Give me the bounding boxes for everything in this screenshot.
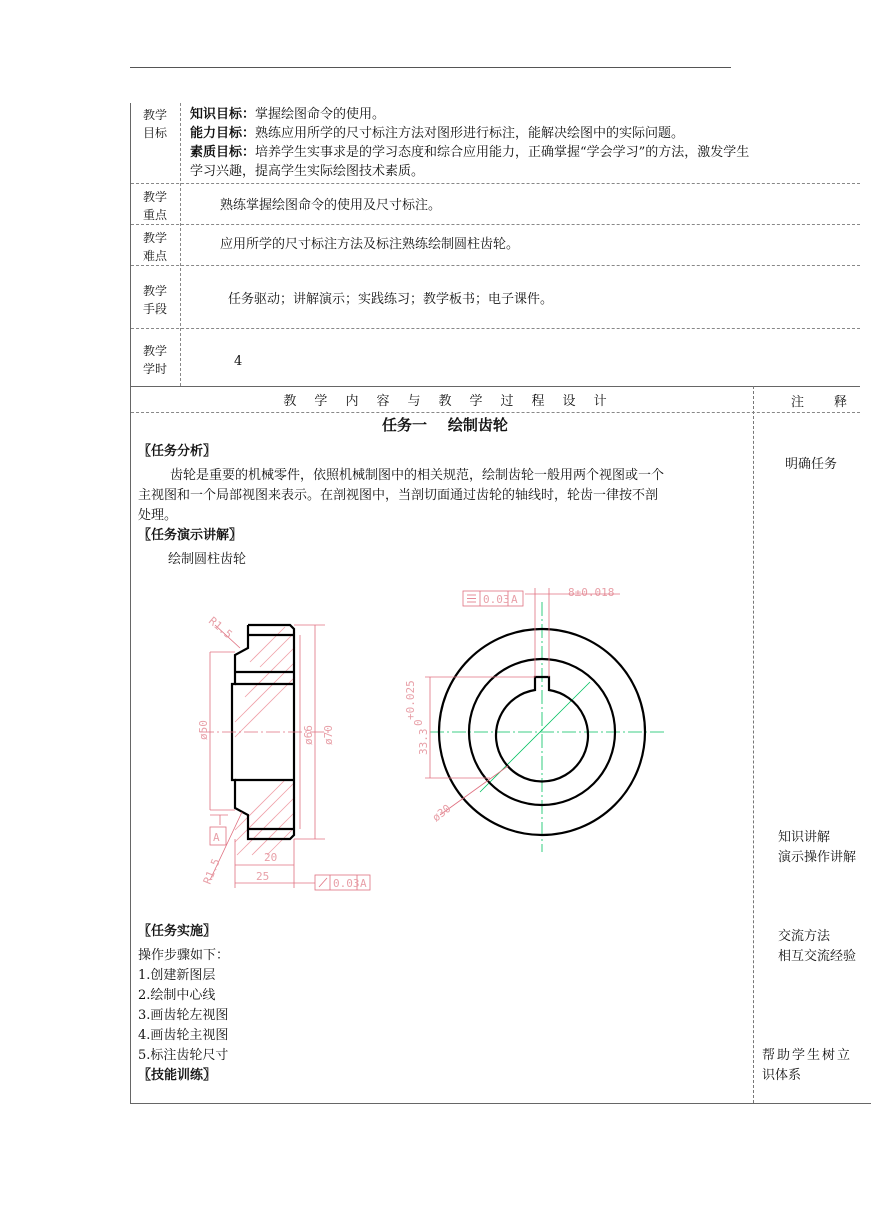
dim-d66: ø66 xyxy=(302,725,315,745)
dim-r15-top: R1.5 xyxy=(206,614,235,642)
dimension-lines xyxy=(200,625,330,888)
dim-d50: ø50 xyxy=(197,720,210,740)
gear-end-view xyxy=(404,586,665,852)
svg-text:0.03: 0.03 xyxy=(483,593,510,606)
note-demo: 演示操作讲解 xyxy=(778,850,857,865)
note-help: 帮助学生树立 xyxy=(762,1048,853,1063)
list-item: 3.画齿轮左视图 xyxy=(138,1008,229,1023)
label-column-divider xyxy=(180,103,181,386)
dim-d30: ø30 xyxy=(429,801,454,825)
notes-header: 注释 xyxy=(791,395,877,410)
ability-key: 能力目标： xyxy=(190,126,256,141)
dim-r15-bottom: R1.5 xyxy=(200,856,223,887)
steps-list xyxy=(138,966,748,1066)
tolerance-frame-bottom xyxy=(315,875,370,890)
demo-subheading: 绘制圆柱齿轮 xyxy=(168,552,247,567)
knowledge-text: 掌握绘图命令的使用。 xyxy=(255,107,386,122)
list-item: 4.画齿轮主视图 xyxy=(138,1028,229,1043)
dim-20: 20 xyxy=(264,851,278,864)
header-rule xyxy=(130,67,731,68)
svg-text:A: A xyxy=(511,593,518,606)
dim-d70: ø70 xyxy=(322,725,335,745)
section-divider xyxy=(131,386,860,387)
hours-text: 4 xyxy=(234,354,243,369)
task-title: 任务一 绘制齿轮 xyxy=(382,416,508,434)
analysis-heading: 〖任务分析〗 xyxy=(138,444,217,459)
center-lines xyxy=(430,602,665,852)
dim-33-3: 33.3 xyxy=(417,728,430,755)
key-points-text: 熟练掌握绘图命令的使用及尺寸标注。 xyxy=(220,198,442,213)
datum-label: A xyxy=(213,831,220,844)
objectives-content xyxy=(190,105,860,181)
demo-heading: 〖任务演示讲解〗 xyxy=(138,528,243,543)
tolerance-frame-top xyxy=(463,591,523,606)
svg-text:A: A xyxy=(360,877,367,890)
quality-key: 素质目标： xyxy=(190,145,256,160)
quality-text-1: 培养学生实事求是的学习态度和综合应用能力，正确掌握“学会学习”的方法，激发学生 xyxy=(255,145,750,160)
label-objectives: 教学 目标 xyxy=(142,108,167,140)
skill-heading: 〖技能训练〗 xyxy=(138,1068,217,1083)
list-item: 1.创建新图层 xyxy=(138,968,216,983)
notes-column-divider xyxy=(753,386,754,1103)
label-key-points: 教学 重点 xyxy=(142,190,167,222)
note-knowledge: 知识讲解 xyxy=(778,830,831,845)
dim-25: 25 xyxy=(256,870,270,883)
row-divider xyxy=(131,265,860,266)
row-divider xyxy=(131,328,860,329)
header-divider xyxy=(131,412,860,413)
row-divider xyxy=(131,183,860,184)
means-text: 任务驱动；讲解演示；实践练习；教学板书；电子课件。 xyxy=(228,292,554,307)
content-header: 教 学 内 容 与 教 学 过 程 设 计 xyxy=(283,394,607,409)
note-clarify: 明确任务 xyxy=(785,457,838,472)
note-exchange: 交流方法 xyxy=(778,929,831,944)
knowledge-key: 知识目标： xyxy=(190,107,256,122)
difficulties-text: 应用所学的尺寸标注方法及标注熟练绘制圆柱齿轮。 xyxy=(220,237,520,252)
note-share: 相互交流经验 xyxy=(778,949,857,964)
dim-33-3-tol0: 0 xyxy=(412,719,425,726)
impl-heading: 〖任务实施〗 xyxy=(138,924,217,939)
note-system: 识体系 xyxy=(762,1068,802,1083)
dim-key-width: 8±0.018 xyxy=(568,586,615,599)
steps-intro: 操作步骤如下： xyxy=(138,948,230,963)
gear-drawing xyxy=(190,580,670,900)
label-difficulties: 教学 难点 xyxy=(142,231,167,263)
ability-text: 熟练应用所学的尺寸标注方法对图形进行标注，能解决绘图中的实际问题。 xyxy=(255,126,685,141)
analysis-text: 齿轮是重要的机械零件，依照机械制图中的相关规范，绘制齿轮一般用两个视图或一个 主视图和一个局部视图来表示。在剖视图中，当剖切面通过齿轮的轴线时，轮齿一律按不剖 处理。 xyxy=(138,468,665,523)
dim-33-3-tol: +0.025 xyxy=(404,680,417,720)
hatching xyxy=(235,627,295,855)
list-item: 5.标注齿轮尺寸 xyxy=(138,1048,229,1063)
row-divider xyxy=(131,224,860,225)
svg-text:0.03: 0.03 xyxy=(333,877,360,890)
quality-text-2: 学习兴趣，提高学生实际绘图技术素质。 xyxy=(190,164,425,179)
list-item: 2.绘制中心线 xyxy=(138,988,216,1003)
label-hours: 教学 学时 xyxy=(142,344,167,376)
label-means: 教学 手段 xyxy=(142,284,167,316)
